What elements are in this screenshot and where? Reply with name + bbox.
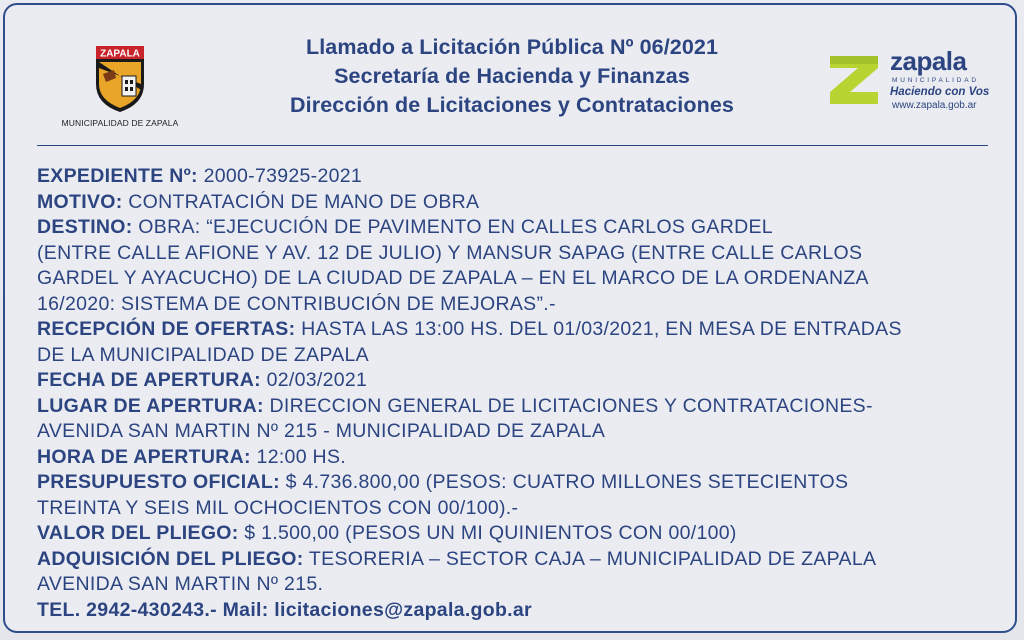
field-destino-line-3: GARDEL Y AYACUCHO) DE LA CIUDAD DE ZAPALA – EN EL MARCO DE LA ORDENANZA: [37, 267, 869, 289]
field-label: VALOR DEL PLIEGO:: [37, 522, 239, 544]
brand-slogan: Haciendo con Vos: [890, 86, 990, 98]
field-recepcion-line-2: DE LA MUNICIPALIDAD DE ZAPALA: [37, 343, 369, 366]
heading-line-1: Llamado a Licitación Pública Nº 06/2021: [305, 35, 719, 59]
field-label: PRESUPUESTO OFICIAL:: [37, 471, 280, 493]
municipal-shield-logo: [60, 44, 180, 128]
field-expediente: [37, 164, 1017, 190]
z-logo-icon: [826, 52, 882, 108]
field-label: ADQUISICIÓN DEL PLIEGO:: [37, 547, 304, 570]
field-label: LUGAR DE APERTURA:: [37, 394, 264, 417]
heading-line-2: Secretaría de Hacienda y Finanzas: [334, 64, 690, 88]
shield-caption: MUNICIPALIDAD DE ZAPALA: [61, 118, 179, 128]
field-value: TESORERIA – SECTOR CAJA – MUNICIPALIDAD DE ZAPALA: [303, 547, 877, 570]
field-adquisicion: [37, 547, 1017, 573]
field-label: RECEPCIÓN DE OFERTAS:: [37, 318, 296, 340]
field-value: OBRA: “EJECUCIÓN DE PAVIMENTO EN CALLES CARLOS GARDEL: [132, 216, 773, 238]
brand-name: zapala: [890, 46, 967, 76]
field-destino-line-2: (ENTRE CALLE AFIONE Y AV. 12 DE JULIO) Y MANSUR SAPAG (ENTRE CALLE CARLOS: [37, 241, 863, 264]
field-valor-pliego: [37, 521, 1017, 547]
field-value: HASTA LAS 13:00 HS. DEL 01/03/2021, EN MESA DE ENTRADAS: [295, 318, 902, 340]
field-value: CONTRATACIÓN DE MANO DE OBRA: [122, 190, 480, 213]
heading-line-3: Dirección de Licitaciones y Contrataciones: [290, 93, 734, 117]
field-destino: [37, 215, 1017, 241]
field-destino-line-4: 16/2020: SISTEMA DE CONTRIBUCIÓN DE MEJORAS”.-: [37, 292, 556, 315]
field-label: FECHA DE APERTURA:: [37, 369, 261, 391]
field-value: $ 1.500,00 (PESOS UN MI QUINIENTOS CON 00/100): [238, 522, 737, 544]
field-fecha-apertura: [37, 368, 1017, 394]
field-recepcion: [37, 317, 1017, 343]
contact-text: TEL. 2942-430243.- Mail: licitaciones@zapala.gob.ar: [37, 598, 532, 621]
field-label: EXPEDIENTE Nº:: [37, 165, 198, 187]
field-value: 2000-73925-2021: [197, 165, 363, 187]
field-lugar-apertura: [37, 394, 1017, 420]
field-value: 02/03/2021: [260, 369, 368, 391]
brand-subtitle: MUNICIPALIDAD: [892, 77, 979, 84]
field-value: DIRECCION GENERAL DE LICITACIONES Y CONTRATACIONES-: [263, 394, 873, 417]
contact-line: [37, 598, 1017, 624]
field-label: HORA DE APERTURA:: [37, 445, 251, 468]
field-presupuesto: [37, 470, 1017, 496]
zapala-brand-logo: [826, 46, 991, 112]
field-presupuesto-line-2: TREINTA Y SEIS MIL OCHOCIENTOS CON 00/100).-: [37, 496, 519, 519]
field-label: MOTIVO:: [37, 190, 123, 213]
shield-text: ZAPALA: [100, 48, 140, 60]
brand-website: www.zapala.gob.ar: [892, 100, 977, 111]
field-lugar-apertura-line-2: AVENIDA SAN MARTIN Nº 215 - MUNICIPALIDAD DE ZAPALA: [37, 420, 606, 442]
field-adquisicion-line-2: AVENIDA SAN MARTIN Nº 215.: [37, 573, 324, 595]
field-motivo: [37, 190, 1017, 216]
field-value: 12:00 HS.: [250, 445, 346, 468]
field-value: $ 4.736.800,00 (PESOS: CUATRO MILLONES SETECIENTOS: [279, 471, 849, 493]
header-divider: [37, 145, 988, 146]
field-hora-apertura: [37, 445, 1017, 471]
shield-icon: [94, 44, 146, 114]
notice-heading: [200, 33, 824, 120]
field-label: DESTINO:: [37, 216, 133, 238]
notice-body: [37, 164, 1017, 623]
